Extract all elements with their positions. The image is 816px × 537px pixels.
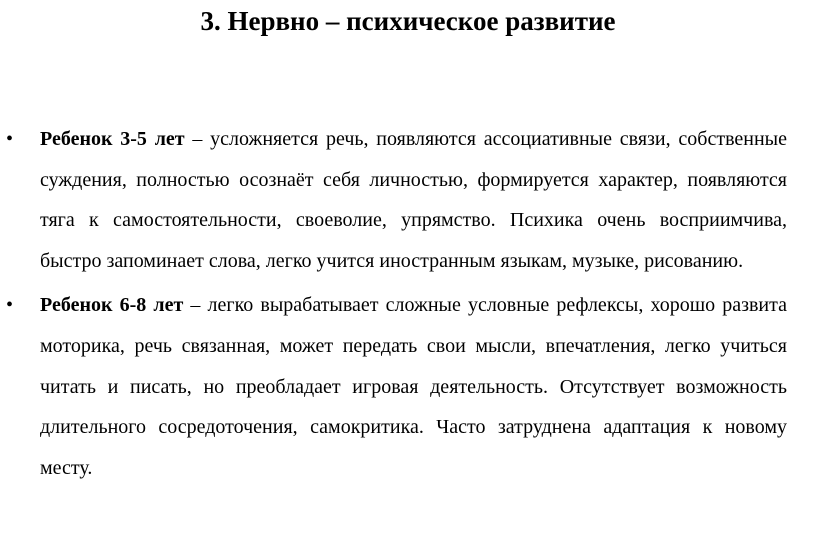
bullet-heading: Ребенок 3-5 лет (40, 128, 185, 150)
bullet-dot-icon: • (6, 128, 14, 150)
bullet-text: – усложняется речь, появляются ассоциативные связи, собственные суждения, полностью осознаёт себя личностью, формируется характер, появляются тяга к самостоятельности, своеволие, упрямство. Психика очень восприимчива, быстро запоминает слова, легко учится иностранным языкам, музыке, рисованию. (40, 128, 787, 272)
bullet-item-age-6-8 (6, 285, 787, 488)
slide-title: 3. Нервно – психическое развитие (200, 6, 616, 36)
bullet-dot-icon: • (6, 294, 14, 317)
bullet-item-age-3-5 (6, 119, 787, 281)
bullet-text: – легко вырабатывает сложные условные рефлексы, хорошо развита моторика, речь связанная, может передать свои мысли, впечатления, легко учиться читать и писать, но преобладает игровая деятельность. Отсутствует возможность длительного сосредоточения, самокритика. Часто затруднена адаптация к новому месту. (40, 294, 787, 479)
bullet-heading: Ребенок 6-8 лет (40, 294, 184, 317)
bullet-list (0, 119, 816, 488)
